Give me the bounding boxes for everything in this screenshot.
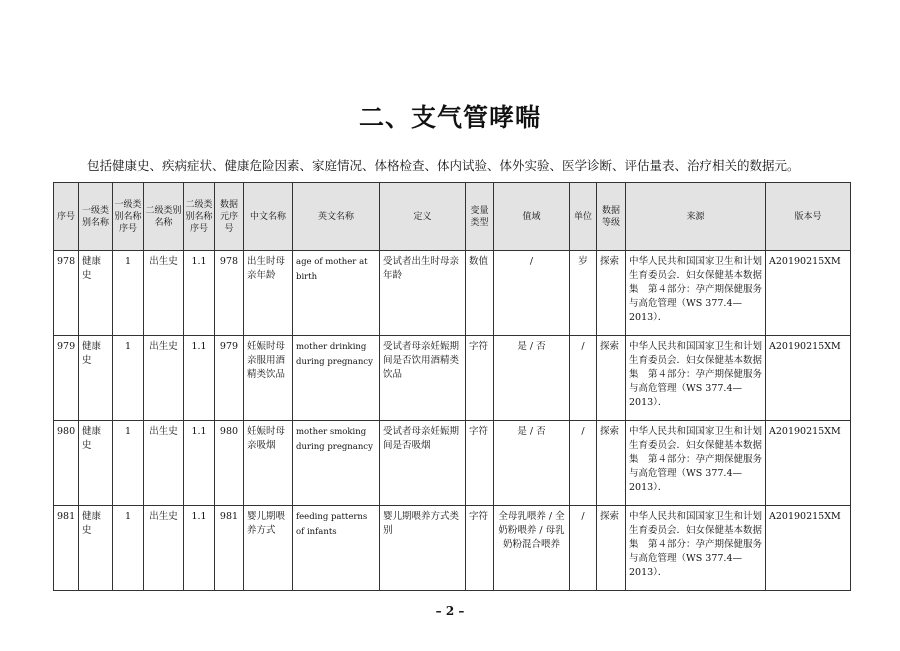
cell-range: 是 / 否 <box>494 336 570 421</box>
table-row <box>54 506 851 591</box>
cell-unit: 岁 <box>570 251 597 336</box>
cell-source: 中华人民共和国国家卫生和计划生育委员会．妇女保健基本数据集 第４部分：孕产期保健服务与高危管理（WS 377.4—2013）． <box>626 336 766 421</box>
data-element-table <box>53 182 851 591</box>
cell-l2no: 1.1 <box>184 421 215 506</box>
cell-range: 全母乳喂养 / 全奶粉喂养 / 母乳奶粉混合喂养 <box>494 506 570 591</box>
cell-type: 字符 <box>466 336 494 421</box>
header-cell: 二级类别名称 <box>144 183 184 251</box>
cell-level: 探索 <box>597 421 626 506</box>
header-cell: 二级类别名称序号 <box>184 183 215 251</box>
cell-range: / <box>494 251 570 336</box>
cell-definition: 婴儿期喂养方式类别 <box>380 506 466 591</box>
cell-range: 是 / 否 <box>494 421 570 506</box>
page-title: 二、支气管哮喘 <box>358 103 541 132</box>
header-cell: 来源 <box>626 183 766 251</box>
cell-element-no: 979 <box>215 336 244 421</box>
cell-l2: 出生史 <box>144 421 184 506</box>
cell-definition: 受试者母亲妊娠期间是否饮用酒精类饮品 <box>380 336 466 421</box>
cell-l1: 健康史 <box>79 421 113 506</box>
cell-l1no: 1 <box>113 421 144 506</box>
cell-l1no: 1 <box>113 506 144 591</box>
header-cell: 英文名称 <box>293 183 380 251</box>
cell-level: 探索 <box>597 336 626 421</box>
cell-no: 981 <box>54 506 79 591</box>
cell-l2: 出生史 <box>144 251 184 336</box>
table-row <box>54 251 851 336</box>
cell-l2no: 1.1 <box>184 251 215 336</box>
cell-unit: / <box>570 336 597 421</box>
cell-element-no: 981 <box>215 506 244 591</box>
header-cell: 数据元序号 <box>215 183 244 251</box>
cell-chinese-name: 婴儿期喂养方式 <box>244 506 293 591</box>
table-header-row <box>54 183 851 251</box>
cell-version: A20190215XM <box>766 251 851 336</box>
cell-no: 980 <box>54 421 79 506</box>
header-cell: 一级类别名称 <box>79 183 113 251</box>
cell-source: 中华人民共和国国家卫生和计划生育委员会．妇女保健基本数据集 第４部分：孕产期保健服务与高危管理（WS 377.4—2013）． <box>626 421 766 506</box>
cell-definition: 受试者母亲妊娠期间是否吸烟 <box>380 421 466 506</box>
cell-version: A20190215XM <box>766 336 851 421</box>
table-row <box>54 336 851 421</box>
cell-l1no: 1 <box>113 251 144 336</box>
header-cell: 变量类型 <box>466 183 494 251</box>
intro-paragraph: 包括健康史、疾病症状、健康危险因素、家庭情况、体格检查、体内试验、体外实验、医学诊断、评估量表、治疗相关的数据元。 <box>87 158 800 173</box>
cell-level: 探索 <box>597 251 626 336</box>
cell-type: 字符 <box>466 506 494 591</box>
cell-source: 中华人民共和国国家卫生和计划生育委员会．妇女保健基本数据集 第４部分：孕产期保健服务与高危管理（WS 377.4—2013）． <box>626 251 766 336</box>
cell-source: 中华人民共和国国家卫生和计划生育委员会．妇女保健基本数据集 第４部分：孕产期保健服务与高危管理（WS 377.4—2013）． <box>626 506 766 591</box>
cell-chinese-name: 妊娠时母亲吸烟 <box>244 421 293 506</box>
header-cell: 版本号 <box>766 183 851 251</box>
header-cell: 数据等级 <box>597 183 626 251</box>
cell-l2no: 1.1 <box>184 506 215 591</box>
cell-l2: 出生史 <box>144 336 184 421</box>
cell-english-name: age of mother at birth <box>293 251 380 336</box>
cell-english-name: feeding patterns of infants <box>293 506 380 591</box>
cell-element-no: 980 <box>215 421 244 506</box>
cell-type: 字符 <box>466 421 494 506</box>
header-cell: 序号 <box>54 183 79 251</box>
cell-definition: 受试者出生时母亲年龄 <box>380 251 466 336</box>
cell-level: 探索 <box>597 506 626 591</box>
cell-l1: 健康史 <box>79 336 113 421</box>
cell-english-name: mother drinking during pregnancy <box>293 336 380 421</box>
cell-version: A20190215XM <box>766 421 851 506</box>
header-cell: 中文名称 <box>244 183 293 251</box>
cell-l1: 健康史 <box>79 506 113 591</box>
header-cell: 定义 <box>380 183 466 251</box>
cell-chinese-name: 出生时母亲年龄 <box>244 251 293 336</box>
cell-no: 978 <box>54 251 79 336</box>
table-row <box>54 421 851 506</box>
cell-l2: 出生史 <box>144 506 184 591</box>
cell-type: 数值 <box>466 251 494 336</box>
page-number: – 2 – <box>435 604 465 618</box>
cell-chinese-name: 妊娠时母亲服用酒精类饮品 <box>244 336 293 421</box>
cell-english-name: mother smoking during pregnancy <box>293 421 380 506</box>
header-cell: 值域 <box>494 183 570 251</box>
cell-l1no: 1 <box>113 336 144 421</box>
header-cell: 单位 <box>570 183 597 251</box>
header-cell: 一级类别名称序号 <box>113 183 144 251</box>
cell-l1: 健康史 <box>79 251 113 336</box>
cell-unit: / <box>570 421 597 506</box>
cell-unit: / <box>570 506 597 591</box>
cell-l2no: 1.1 <box>184 336 215 421</box>
cell-no: 979 <box>54 336 79 421</box>
cell-version: A20190215XM <box>766 506 851 591</box>
cell-element-no: 978 <box>215 251 244 336</box>
